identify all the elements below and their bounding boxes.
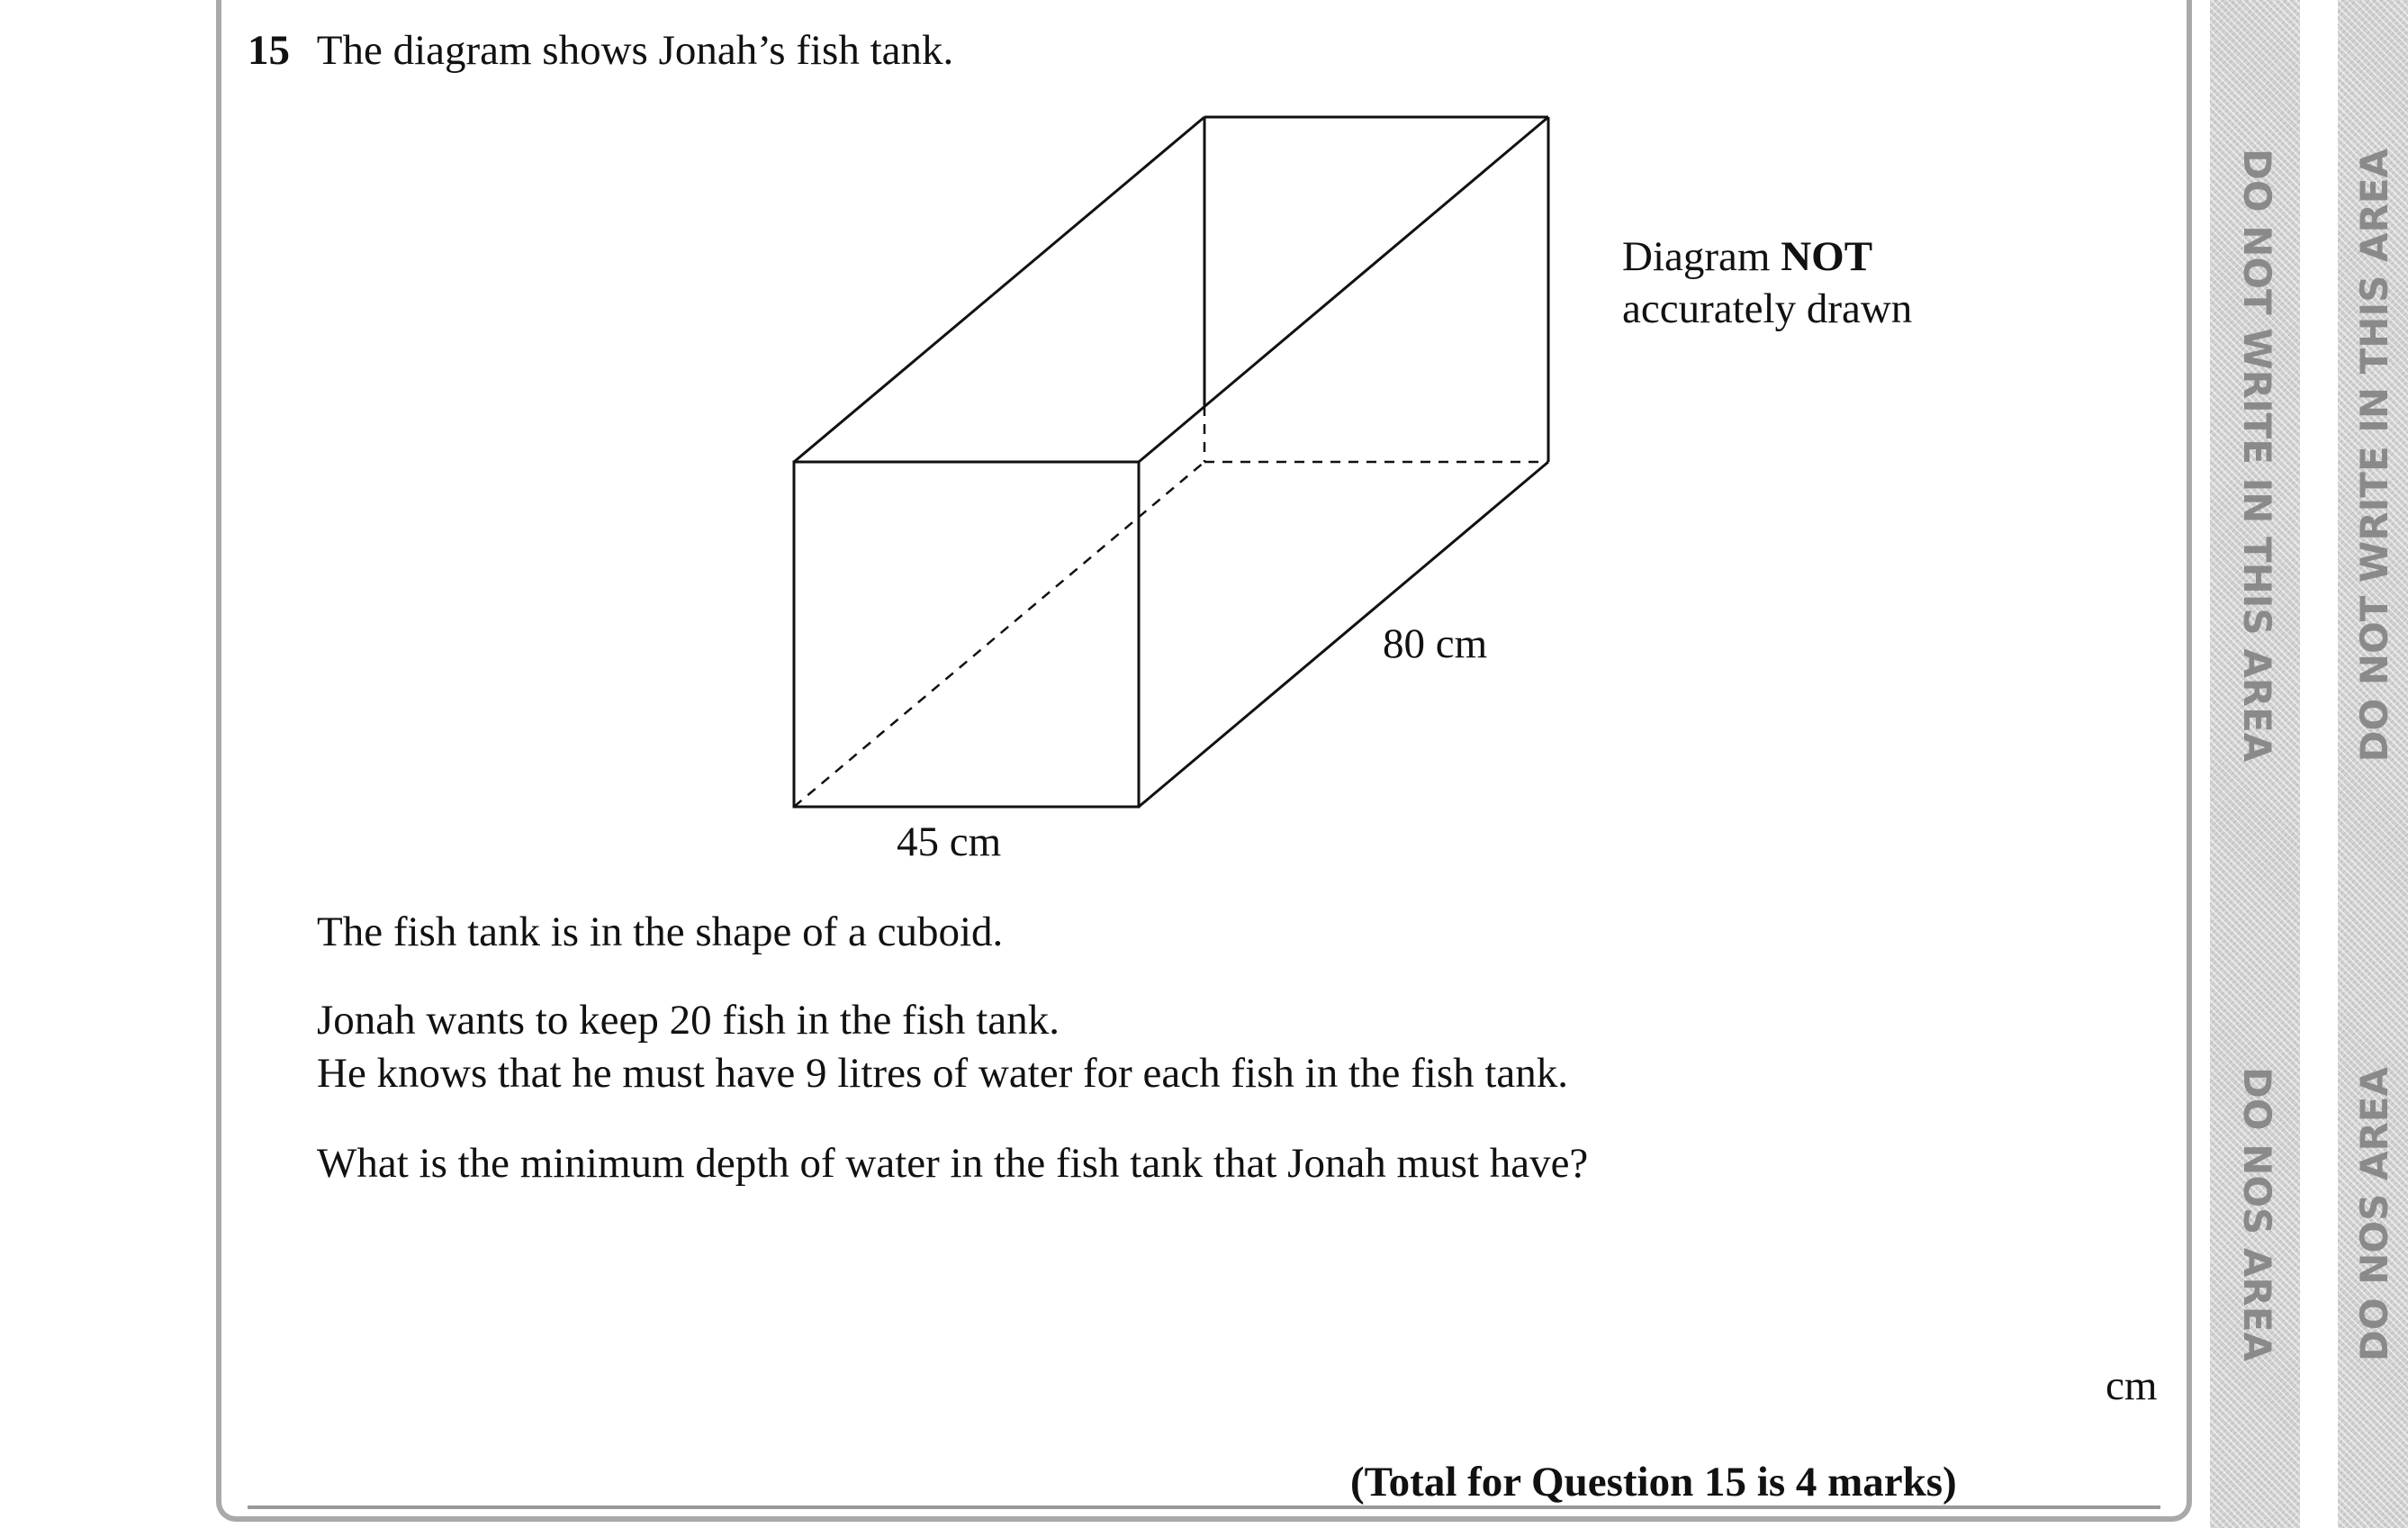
margin-strip-outer xyxy=(2338,0,2408,1528)
question-line-3: He knows that he must have 9 litres of water for each fish in the fish tank. xyxy=(317,1050,1569,1097)
label-length: 80 cm xyxy=(1383,620,1488,667)
diagram-note-line2: accurately drawn xyxy=(1622,285,1913,332)
total-marks: (Total for Question 15 is 4 marks) xyxy=(1350,1459,1957,1505)
margin-warning-inner: DO NOT WRITE IN THIS AREA xyxy=(2235,149,2279,763)
top-right-edge xyxy=(1139,117,1548,462)
bottom-rule xyxy=(248,1505,2160,1509)
margin-warning-outer-lower: DO NOS AREA xyxy=(2352,1067,2396,1361)
answer-unit: cm xyxy=(2106,1362,2158,1409)
question-line-1: The fish tank is in the shape of a cuboid. xyxy=(317,909,1004,955)
question-line-2: Jonah wants to keep 20 fish in the fish tank. xyxy=(317,997,1060,1044)
diagram-note-bold: NOT xyxy=(1781,233,1873,280)
diagram-note xyxy=(1622,233,1873,280)
margin-warning-outer: DO NOT WRITE IN THIS AREA xyxy=(2352,149,2396,763)
question-intro: The diagram shows Jonah’s fish tank. xyxy=(316,27,954,74)
top-left-edge xyxy=(794,117,1204,462)
question-line-4: What is the minimum depth of water in the fish tank that Jonah must have? xyxy=(317,1140,1589,1187)
hidden-bottom-edge xyxy=(794,462,1204,807)
label-width: 45 cm xyxy=(897,818,1002,865)
margin-strip-inner xyxy=(2210,0,2300,1528)
front-face xyxy=(794,462,1139,807)
question-number: 15 xyxy=(248,27,290,74)
diagram-note-prefix: Diagram xyxy=(1622,233,1771,280)
margin-warning-inner-lower: DO NOS AREA xyxy=(2235,1067,2279,1361)
